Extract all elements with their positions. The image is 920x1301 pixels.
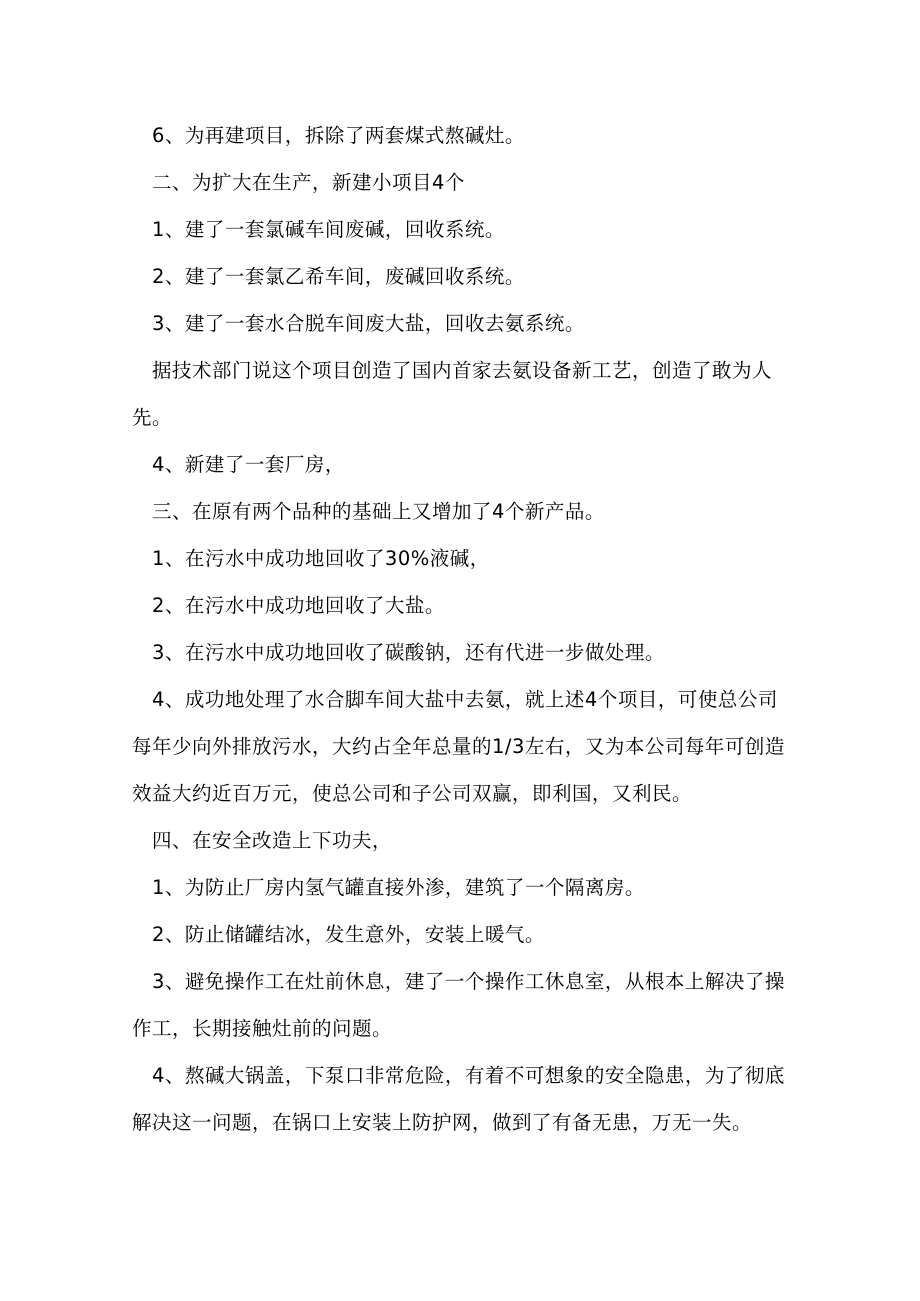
paragraph-tech-note: 据技术部门说这个项目创造了国内首家去氨设备新工艺，创造了敢为人先。 bbox=[132, 359, 773, 429]
paragraph-item-2-heating: 2、防止储罐结冰，发生意外，安装上暖气。 bbox=[152, 923, 545, 946]
paragraph-item-2-salt: 2、在污水中成功地回收了大盐。 bbox=[152, 594, 445, 617]
paragraph-item-3-hydration: 3、建了一套水合脱车间废大盐，回收去氨系统。 bbox=[152, 312, 585, 335]
paragraph-item-4-protective-net: 4、熬碱大锅盖，下泵口非常危险，有着不可想象的安全隐患，为了彻底解决这一问题，在锅口上安装上防护网，做到了有备无患，万无一失。 bbox=[132, 1064, 785, 1134]
section-heading-2: 二、为扩大在生产，新建小项目4个 bbox=[152, 171, 465, 194]
document-body bbox=[132, 112, 792, 1146]
section-heading-4: 四、在安全改造上下功夫， bbox=[152, 829, 393, 852]
paragraph-item-1-liquid-alkali: 1、在污水中成功地回收了30%液碱， bbox=[152, 547, 490, 570]
paragraph-item-1-chlor-alkali: 1、建了一套氯碱车间废碱，回收系统。 bbox=[152, 218, 505, 241]
section-heading-3: 三、在原有两个品种的基础上又增加了4个新产品。 bbox=[152, 500, 605, 523]
paragraph-item-4-factory: 4、新建了一套厂房， bbox=[152, 453, 345, 476]
paragraph-item-6-demolition: 6、为再建项目，拆除了两套煤式熬碱灶。 bbox=[152, 124, 525, 147]
paragraph-item-3-sodium-carbonate: 3、在污水中成功地回收了碳酸钠，还有代进一步做处理。 bbox=[152, 641, 665, 664]
paragraph-item-3-rest-room: 3、避免操作工在灶前休息，建了一个操作工休息室，从根本上解决了操作工，长期接触灶前的问题。 bbox=[132, 970, 785, 1040]
paragraph-item-4-ammonia-removal: 4、成功地处理了水合脚车间大盐中去氨，就上述4个项目，可使总公司每年少向外排放污水，大约占全年总量的1/3左右，又为本公司每年可创造效益大约近百万元，使总公司和子公司双赢，即利国，又利民。 bbox=[132, 688, 785, 805]
paragraph-item-2-vinyl-chloride: 2、建了一套氯乙希车间，废碱回收系统。 bbox=[152, 265, 525, 288]
paragraph-item-1-isolation-room: 1、为防止厂房内氢气罐直接外渗，建筑了一个隔离房。 bbox=[152, 876, 645, 899]
